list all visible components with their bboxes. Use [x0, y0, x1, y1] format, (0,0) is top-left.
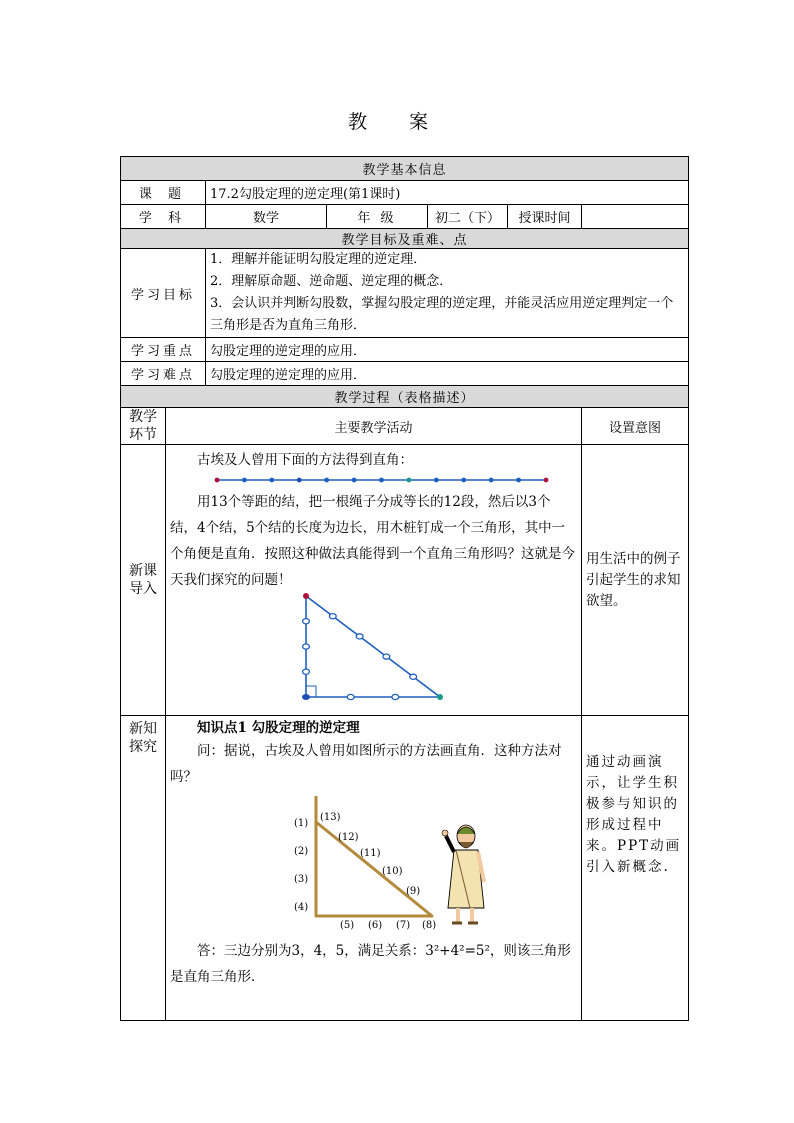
- rope-knot: [544, 478, 549, 483]
- goal-item: 2．理解原命题、逆命题、逆定理的概念．: [210, 274, 453, 289]
- grade-value: 初二（下）: [428, 205, 508, 229]
- rope-knot: [303, 619, 310, 624]
- knot-label: (6): [368, 920, 383, 931]
- class-time-label: 授课时间: [508, 205, 582, 229]
- rope-knot: [356, 634, 363, 639]
- stake-corner: [302, 694, 310, 700]
- knot-label: (8): [422, 920, 437, 931]
- subject-value: 数学: [206, 205, 327, 229]
- class-time-value: [582, 205, 689, 229]
- rope-knot: [407, 478, 412, 483]
- knot-label: (3): [294, 874, 309, 885]
- activity-column-header: 主要教学活动: [166, 408, 582, 445]
- knot-label: (9): [406, 886, 421, 897]
- grade-label: 年 级: [327, 205, 428, 229]
- rope-knot: [297, 478, 302, 483]
- explore-activity-cell: [166, 716, 582, 1021]
- knowledge-point-title: 知识点1 勾股定理的逆定理: [197, 720, 360, 736]
- explore-answer: 答：三边分别为3，4，5，满足关系：3²+4²=5²，则该三角形是直角三角形．: [170, 943, 571, 985]
- rope-knot: [461, 478, 466, 483]
- rope-knot: [392, 694, 399, 699]
- intro-body: 用13个等距的结，把一根绳子分成等长的12段，然后以3个结，4个结，5个结的长度为边长，用木桩钉成一个三角形，其中一个角便是直角．按照这种做法真能得到一个直角三角形吗？这就是今天我们探究的问题！: [170, 494, 575, 588]
- learning-goal-list: [206, 249, 689, 338]
- rope-knot: [410, 674, 417, 679]
- rope-knot: [434, 478, 439, 483]
- intro-intent: 用生活中的例子引起学生的求知欲望。: [582, 445, 689, 716]
- stake-right: [437, 694, 443, 700]
- knot-label: (1): [294, 818, 309, 829]
- rope-knot: [489, 478, 494, 483]
- rope-knot: [303, 644, 310, 649]
- stake-top: [303, 593, 309, 599]
- goals-header: 教学目标及重难、点: [121, 229, 689, 249]
- rope-knot: [215, 478, 220, 483]
- rope-knot: [383, 654, 390, 659]
- knot-label: (5): [340, 920, 355, 931]
- intro-activity-cell: [166, 445, 582, 716]
- knot-label: (12): [338, 832, 359, 843]
- explore-intent: 通过动画演示，让学生积极参与知识的形成过程中来。PPT动画引入新概念.: [582, 716, 689, 1021]
- rope-knot: [303, 669, 310, 674]
- stage-explore: 新知探究: [121, 716, 166, 1021]
- knot-label: (2): [294, 846, 309, 857]
- explore-question: 问：据说，古埃及人曾用如图所示的方法画直角．这种方法对吗？: [170, 743, 562, 785]
- subject-label: 学 科: [121, 205, 206, 229]
- intro-sentence: 古埃及人曾用下面的方法得到直角：: [197, 452, 413, 468]
- document-title: 教 案: [347, 111, 447, 133]
- process-header: 教学过程（表格描述）: [121, 386, 689, 408]
- topic-value: 17.2勾股定理的逆定理(第1课时): [206, 181, 689, 205]
- rope-knot: [347, 694, 354, 699]
- rope-knot: [329, 614, 336, 619]
- knotted-rope-figure: [170, 473, 570, 487]
- rope-knot: [379, 478, 384, 483]
- egyptian-right-angle-figure: [170, 790, 570, 938]
- key-point-value: 勾股定理的逆定理的应用．: [206, 338, 689, 362]
- goal-item: 3．会认识并判断勾股数，掌握勾股定理的逆定理，并能灵活应用逆定理判定一个三角形是否为直角三角形．: [210, 296, 674, 333]
- intent-column-header: 设置意图: [582, 408, 689, 445]
- rope-knot: [324, 478, 329, 483]
- lesson-plan-table: [120, 156, 689, 1021]
- knot-label: (4): [294, 902, 309, 913]
- learning-goal-label: 学习目标: [121, 249, 206, 338]
- difficulty-value: 勾股定理的逆定理的应用．: [206, 362, 689, 386]
- knot-label: (11): [360, 848, 381, 859]
- egyptian-man-figure: [442, 825, 484, 923]
- rope-knot: [242, 478, 247, 483]
- basic-info-header: 教学基本信息: [121, 157, 689, 181]
- rope-knot: [352, 478, 357, 483]
- knot-label: (7): [396, 920, 411, 931]
- knot-label: (10): [382, 866, 403, 877]
- knot-label: (13): [320, 812, 341, 823]
- difficulty-label: 学习难点: [121, 362, 206, 386]
- rope-knot: [516, 478, 521, 483]
- rope-triangle-figure: [170, 593, 570, 703]
- topic-label: 课 题: [121, 181, 206, 205]
- rope-knot: [269, 478, 274, 483]
- goal-item: 1．理解并能证明勾股定理的逆定理．: [210, 252, 427, 267]
- key-point-label: 学习重点: [121, 338, 206, 362]
- stage-column-header: 教学环节: [121, 408, 166, 445]
- stage-intro: 新课导入: [121, 445, 166, 716]
